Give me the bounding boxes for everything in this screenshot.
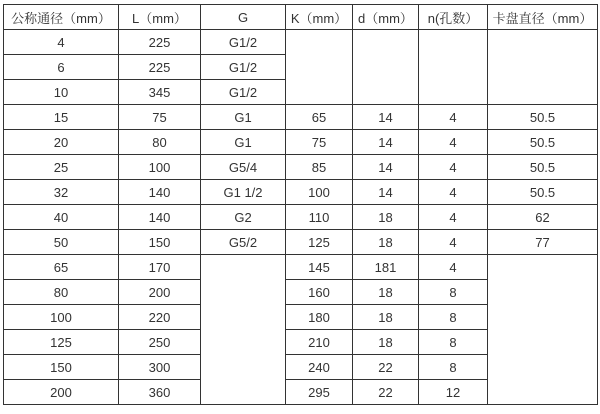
table-cell: G1 [201, 105, 286, 130]
table-cell: 85 [286, 155, 353, 180]
table-cell: 50.5 [488, 105, 598, 130]
table-cell: 200 [4, 380, 119, 405]
merged-empty-cell [353, 30, 419, 105]
table-cell: 220 [119, 305, 201, 330]
table-cell: 18 [353, 205, 419, 230]
table-cell: 75 [286, 130, 353, 155]
table-cell: 22 [353, 355, 419, 380]
table-cell: 50.5 [488, 130, 598, 155]
table-cell: 150 [4, 355, 119, 380]
table-row [4, 205, 598, 230]
table-cell: 300 [119, 355, 201, 380]
table-cell: 40 [4, 205, 119, 230]
table-cell: 75 [119, 105, 201, 130]
table-cell: 18 [353, 305, 419, 330]
merged-empty-cell [419, 30, 488, 105]
table-cell: 65 [4, 255, 119, 280]
table-cell: 8 [419, 305, 488, 330]
table-cell: 100 [4, 305, 119, 330]
table-cell: 14 [353, 155, 419, 180]
table-cell: G5/4 [201, 155, 286, 180]
table-cell: 100 [119, 155, 201, 180]
table-cell: G1 [201, 130, 286, 155]
table-cell: 210 [286, 330, 353, 355]
table-cell: 110 [286, 205, 353, 230]
table-cell: 4 [419, 105, 488, 130]
table-cell: 6 [4, 55, 119, 80]
table-cell: G5/2 [201, 230, 286, 255]
table-cell: 18 [353, 280, 419, 305]
table-cell: 50 [4, 230, 119, 255]
table-cell: 50.5 [488, 180, 598, 205]
table-cell: 62 [488, 205, 598, 230]
col-header-l: L（mm） [119, 5, 201, 30]
table-cell: 150 [119, 230, 201, 255]
table-cell: G1 1/2 [201, 180, 286, 205]
col-header-k: K（mm） [286, 5, 353, 30]
merged-empty-cell [286, 30, 353, 105]
table-cell: 15 [4, 105, 119, 130]
table-row [4, 105, 598, 130]
table-cell: G1/2 [201, 55, 286, 80]
table-row [4, 255, 598, 280]
col-header-g: G [201, 5, 286, 30]
table-cell: 250 [119, 330, 201, 355]
table-cell: 8 [419, 355, 488, 380]
table-cell: 25 [4, 155, 119, 180]
table-cell: 140 [119, 205, 201, 230]
pipe-spec-table [3, 4, 598, 405]
table-cell: 225 [119, 55, 201, 80]
table-cell: 4 [419, 205, 488, 230]
table-cell: 100 [286, 180, 353, 205]
table-cell: 125 [4, 330, 119, 355]
table-cell: 18 [353, 230, 419, 255]
table-cell: 295 [286, 380, 353, 405]
table-cell: 20 [4, 130, 119, 155]
table-cell: 345 [119, 80, 201, 105]
table-cell: 65 [286, 105, 353, 130]
table-cell: 140 [119, 180, 201, 205]
col-header-clamp-diameter: 卡盘直径（mm） [488, 5, 598, 30]
table-cell: 145 [286, 255, 353, 280]
table-cell: 4 [419, 255, 488, 280]
table-cell: 22 [353, 380, 419, 405]
table-cell: G2 [201, 205, 286, 230]
table-cell: 80 [4, 280, 119, 305]
table-cell: G1/2 [201, 30, 286, 55]
table-row [4, 230, 598, 255]
table-cell: 4 [4, 30, 119, 55]
table-row [4, 155, 598, 180]
table-cell: 8 [419, 330, 488, 355]
table-cell: 14 [353, 105, 419, 130]
table-cell: 80 [119, 130, 201, 155]
table-cell: 14 [353, 180, 419, 205]
table-cell: 32 [4, 180, 119, 205]
col-header-nominal-diameter: 公称通径（mm） [4, 5, 119, 30]
table-row [4, 30, 598, 55]
table-cell: 160 [286, 280, 353, 305]
col-header-d: d（mm） [353, 5, 419, 30]
col-header-n-holes: n(孔数） [419, 5, 488, 30]
table-cell: 10 [4, 80, 119, 105]
table-cell: G1/2 [201, 80, 286, 105]
table-cell: 181 [353, 255, 419, 280]
table-cell: 12 [419, 380, 488, 405]
table-cell: 180 [286, 305, 353, 330]
table-cell: 360 [119, 380, 201, 405]
merged-empty-cell [488, 255, 598, 405]
table-cell: 200 [119, 280, 201, 305]
table-cell: 4 [419, 230, 488, 255]
table-cell: 170 [119, 255, 201, 280]
table-row [4, 130, 598, 155]
table-cell: 4 [419, 155, 488, 180]
table-cell: 14 [353, 130, 419, 155]
table-cell: 8 [419, 280, 488, 305]
merged-empty-cell [201, 255, 286, 405]
header-row [4, 5, 598, 30]
table-cell: 77 [488, 230, 598, 255]
table-cell: 225 [119, 30, 201, 55]
table-cell: 4 [419, 180, 488, 205]
table-cell: 18 [353, 330, 419, 355]
table-cell: 125 [286, 230, 353, 255]
table-cell: 50.5 [488, 155, 598, 180]
merged-empty-cell [488, 30, 598, 105]
table-cell: 240 [286, 355, 353, 380]
table-cell: 4 [419, 130, 488, 155]
table-row [4, 180, 598, 205]
